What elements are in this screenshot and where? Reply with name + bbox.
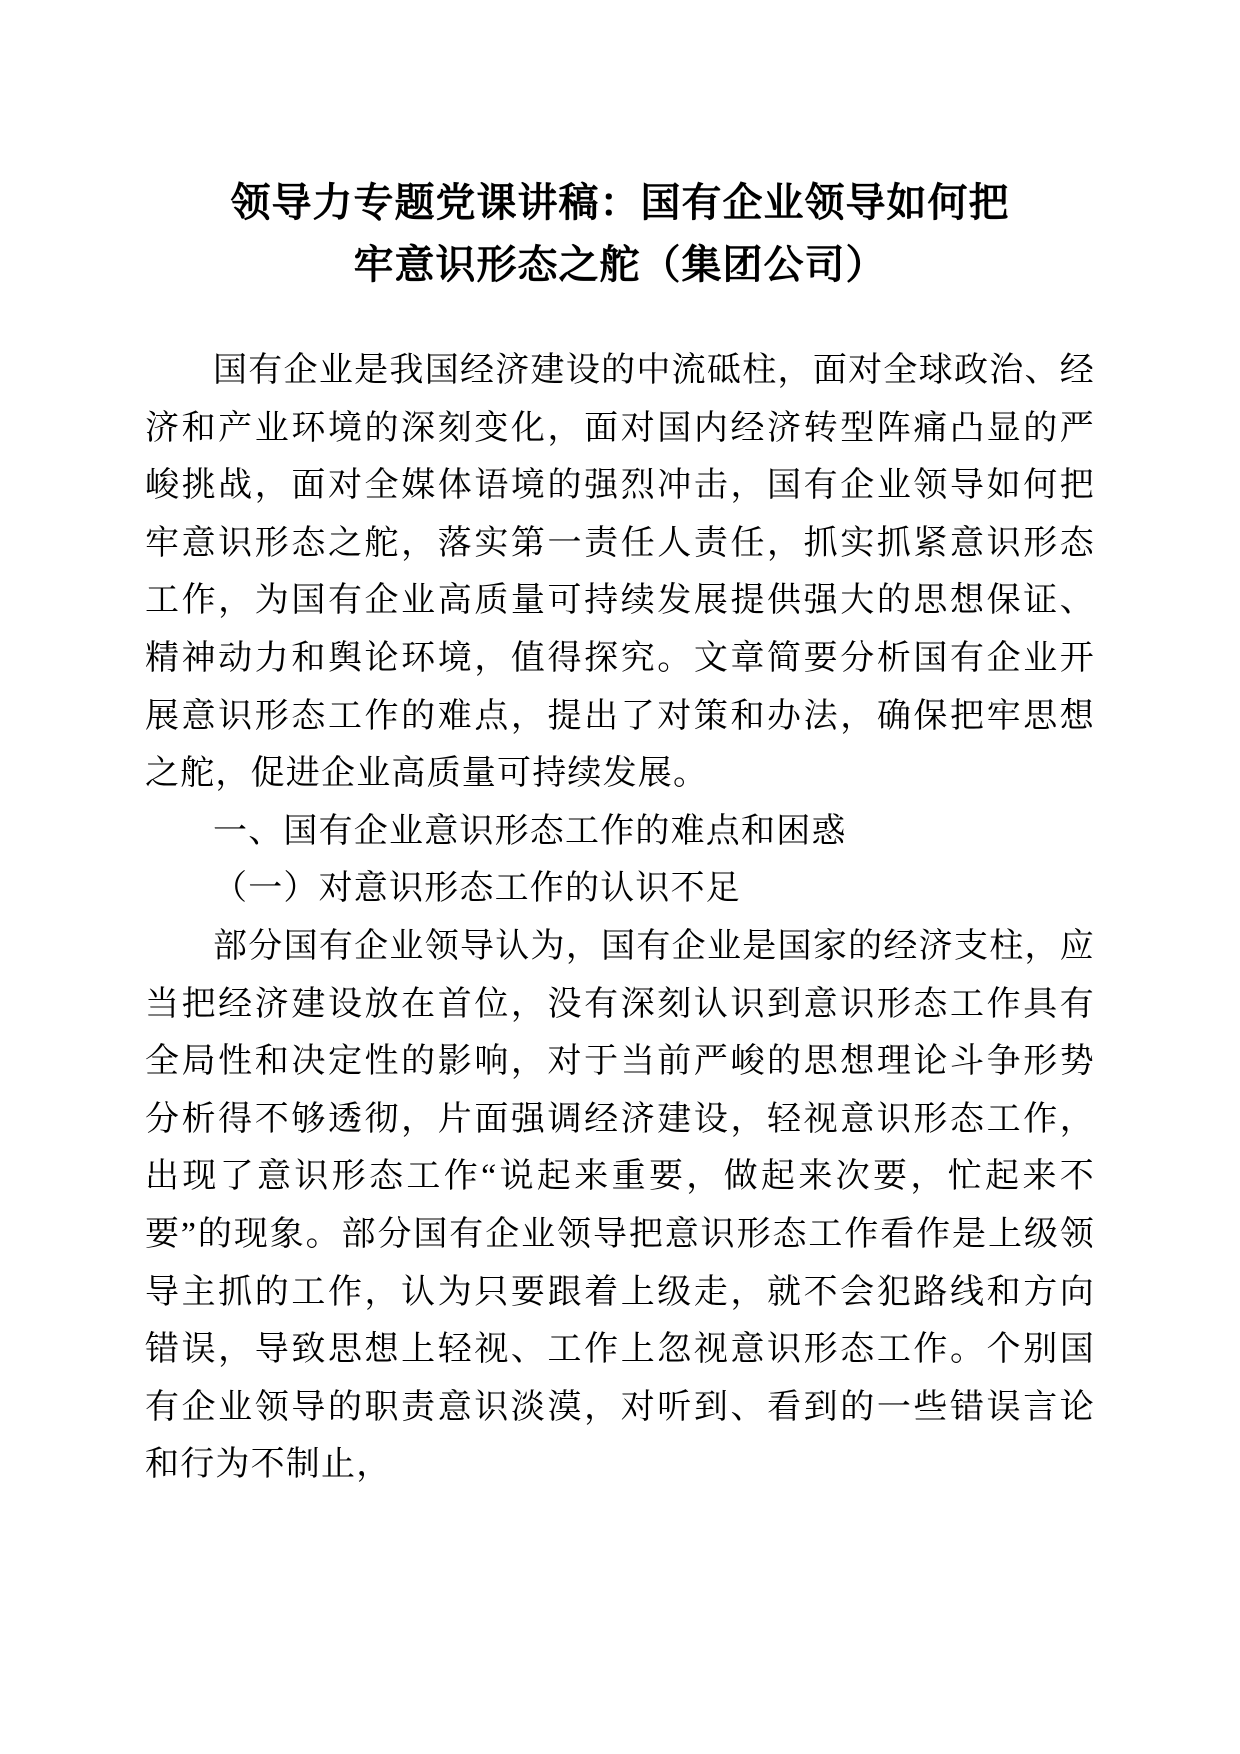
paragraph-introduction: 国有企业是我国经济建设的中流砥柱，面对全球政治、经济和产业环境的深刻变化，面对国内经济转型阵痛凸显的严峻挑战，面对全媒体语境的强烈冲击，国有企业领导如何把牢意识形态之舵，落实第一责任人责任，抓实抓紧意识形态工作，为国有企业高质量可持续发展提供强大的思想保证、精神动力和舆论环境，值得探究。文章简要分析国有企业开展意识形态工作的难点，提出了对策和办法，确保把牢思想之舵，促进企业高质量可持续发展。 <box>145 352 1095 793</box>
subsection-heading-insufficient-awareness: （一）对意识形态工作的认识不足 <box>213 870 741 908</box>
document-title-line-1: 领导力专题党课讲稿：国有企业领导如何把 <box>230 181 1010 225</box>
paragraph-body-analysis: 部分国有企业领导认为，国有企业是国家的经济支柱，应当把经济建设放在首位，没有深刻认识到意识形态工作具有全局性和决定性的影响，对于当前严峻的思想理论斗争形势分析得不够透彻，片面强调经济建设，轻视意识形态工作，出现了意识形态工作“说起来重要，做起来次要，忙起来不要”的现象。部分国有企业领导把意识形态工作看作是上级领导主抓的工作，认为只要跟着上级走，就不会犯路线和方向错误，导致思想上轻视、工作上忽视意识形态工作。个别国有企业领导的职责意识淡漠，对听到、看到的一些错误言论和行为不制止， <box>145 927 1095 1484</box>
section-heading-difficulties: 一、国有企业意识形态工作的难点和困惑 <box>213 812 847 850</box>
document-title-line-2: 牢意识形态之舵（集团公司） <box>353 243 887 287</box>
document-title <box>145 172 1095 296</box>
